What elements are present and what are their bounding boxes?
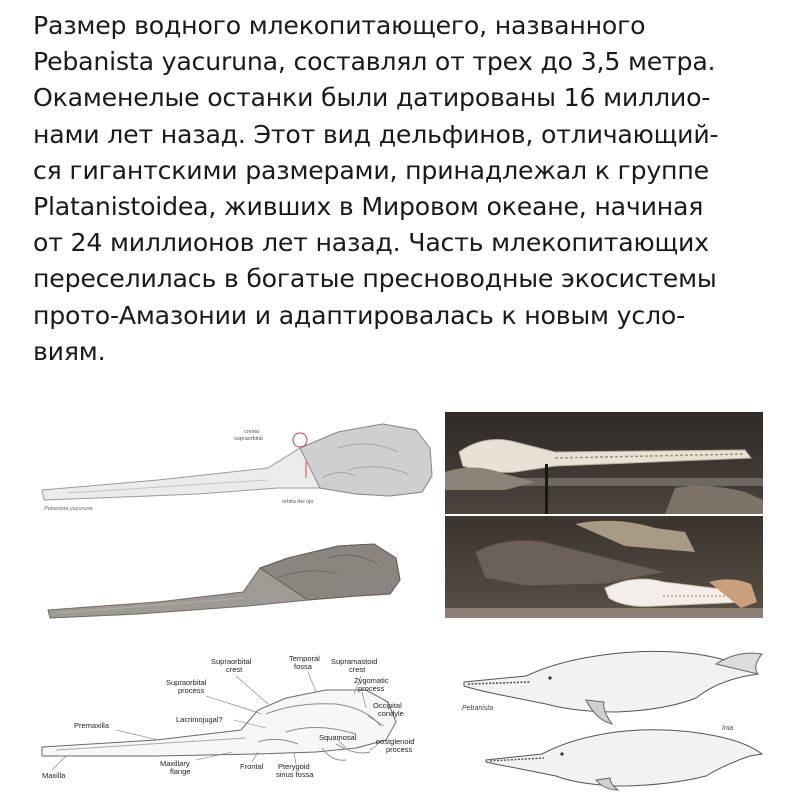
label-premaxilla: Premaxilla xyxy=(74,721,110,730)
inia-label: Inia xyxy=(722,725,734,732)
species-label: Pebanista yacuruna xyxy=(44,506,93,512)
skull-scan-lower xyxy=(48,544,400,618)
label-pterygoid-sinus-fossa: sinus fossa xyxy=(276,770,314,779)
label-pterygoid-sinus-fossa: Pterygoid xyxy=(278,762,310,771)
paragraph-line: Platanistoidea, живших в Мировом океане, начиная xyxy=(33,192,704,222)
crest-label: supraorbital xyxy=(234,436,263,442)
pebanista-dolphin-drawing xyxy=(462,651,762,724)
paragraph-line: от 24 миллионов лет назад. Часть млекопитающих xyxy=(33,228,709,258)
label-lacrimojugal: Lacrimojugal? xyxy=(176,715,223,724)
museum-photo-upper xyxy=(445,412,763,514)
museum-photo-lower xyxy=(445,516,763,618)
label-temporal-fossa: fossa xyxy=(294,662,312,671)
label-supraorbital-crest: Supraorbital xyxy=(211,657,252,666)
label-supraorbital-crest: crest xyxy=(226,665,243,674)
paragraph-line: Окаменелые останки были датированы 16 миллио- xyxy=(33,83,711,113)
label-supramastoid-crest: Supramastoid xyxy=(331,657,378,666)
label-maxilla: Maxilla xyxy=(42,771,66,780)
dolphin-comparison-figure xyxy=(446,640,776,792)
pebanista-label: Pebanista xyxy=(462,705,494,712)
paragraph-line: ся гигантскими размерами, принадлежал к группе xyxy=(33,155,709,185)
paragraph-line: переселилась в богатые пресноводные экосистемы xyxy=(33,264,717,294)
paragraph-line: прото-Амазонии и адаптировалась к новым усло- xyxy=(33,300,685,330)
label-maxillary-flange: flange xyxy=(170,767,191,776)
label-occipital-condyle: condyle xyxy=(378,709,404,718)
article-paragraph xyxy=(33,8,778,370)
label-supraorbital-process: Supraorbital xyxy=(166,678,207,687)
inia-dolphin-drawing xyxy=(486,725,762,790)
label-squamosal: Squamosal xyxy=(319,733,357,742)
label-zygomatic-process: process xyxy=(358,684,385,693)
paragraph-line: Pebanista yacuruna, составлял от трех до 3,5 метра. xyxy=(33,47,716,77)
label-postglenoid-process: postglenoid xyxy=(376,737,415,746)
label-supramastoid-crest: crest xyxy=(349,665,366,674)
skull-anatomy-diagram xyxy=(36,652,436,792)
crest-label: cresta xyxy=(244,429,259,435)
label-maxillary-flange: Maxillary xyxy=(160,759,190,768)
paragraph-line: виям. xyxy=(33,336,106,366)
label-postglenoid-process: process xyxy=(386,745,413,754)
paragraph-line: Размер водного млекопитающего, названного xyxy=(33,11,646,40)
label-occipital-condyle: Occipital xyxy=(373,701,402,710)
label-supraorbital-process: process xyxy=(178,686,205,695)
skull-scan-figure xyxy=(38,418,438,628)
orbit-label: orbita del ojo xyxy=(282,499,314,505)
label-frontal: Frontal xyxy=(240,762,264,771)
label-zygomatic-process: Zygomatic xyxy=(354,676,389,685)
skull-scan-upper xyxy=(42,424,432,512)
paragraph-line: нами лет назад. Этот вид дельфинов, отличающий- xyxy=(33,119,719,149)
label-temporal-fossa: Temporal xyxy=(289,654,320,663)
museum-photo-figure xyxy=(445,412,763,618)
